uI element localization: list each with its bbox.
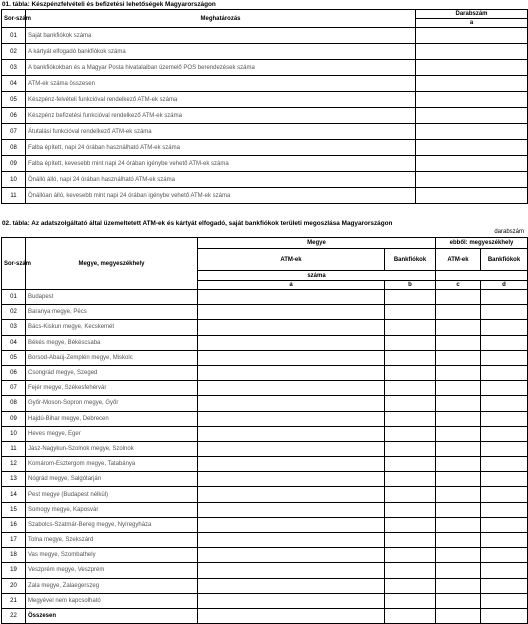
value-input-c[interactable] bbox=[436, 365, 481, 380]
value-input-d[interactable] bbox=[481, 472, 528, 487]
value-input-c[interactable] bbox=[436, 411, 481, 426]
row-number: 11 bbox=[2, 441, 26, 456]
value-input-a[interactable] bbox=[416, 44, 528, 60]
value-input-a[interactable] bbox=[198, 441, 385, 456]
row-label: Összesen bbox=[26, 608, 198, 623]
row-label: Heves megye, Eger bbox=[26, 426, 198, 441]
atm2-header: ATM-ek bbox=[436, 249, 481, 271]
value-input-a[interactable] bbox=[416, 76, 528, 92]
row-label: Békés megye, Békéscsaba bbox=[26, 335, 198, 350]
row-label: Vas megye, Szombathely bbox=[26, 548, 198, 563]
value-input-d[interactable] bbox=[481, 608, 528, 623]
value-input-c[interactable] bbox=[436, 472, 481, 487]
row-number: 05 bbox=[2, 92, 26, 108]
ebbol-header: ebből: megyeszékhely bbox=[436, 238, 528, 249]
value-input-b[interactable] bbox=[385, 426, 436, 441]
table-row bbox=[2, 517, 528, 532]
value-input-c[interactable] bbox=[436, 608, 481, 623]
value-input-d[interactable] bbox=[481, 365, 528, 380]
row-number: 01 bbox=[2, 290, 26, 305]
value-input-d[interactable] bbox=[481, 335, 528, 350]
row-label: Saját bankfiókok száma bbox=[26, 28, 416, 44]
value-input-d[interactable] bbox=[481, 593, 528, 608]
value-input-d[interactable] bbox=[481, 548, 528, 563]
value-input-b[interactable] bbox=[385, 608, 436, 623]
table-row bbox=[2, 411, 528, 426]
value-input-b[interactable] bbox=[385, 472, 436, 487]
row-label: Megyével nem kapcsolható bbox=[26, 593, 198, 608]
value-input-a[interactable] bbox=[198, 365, 385, 380]
row-label: Fejér megye, Székesfehérvár bbox=[26, 381, 198, 396]
value-input-a[interactable] bbox=[198, 563, 385, 578]
table-row bbox=[2, 290, 528, 305]
value-input-a[interactable] bbox=[416, 188, 528, 204]
row-label: Borsod-Abaúj-Zemplén megye, Miskolc bbox=[26, 350, 198, 365]
value-input-a[interactable] bbox=[416, 124, 528, 140]
table-row bbox=[2, 124, 528, 140]
row-number: 14 bbox=[2, 487, 26, 502]
col-a-header: a bbox=[198, 281, 385, 290]
row-number: 20 bbox=[2, 578, 26, 593]
row-label: Tolna megye, Szekszárd bbox=[26, 533, 198, 548]
sorszam-header: Sor-szám bbox=[2, 10, 26, 28]
row-label: A kártyát elfogadó bankfiókok száma bbox=[26, 44, 416, 60]
table-row bbox=[2, 60, 528, 76]
table-row bbox=[2, 502, 528, 517]
row-number: 06 bbox=[2, 108, 26, 124]
table-row bbox=[2, 28, 528, 44]
row-label: Győr-Moson-Sopron megye, Győr bbox=[26, 396, 198, 411]
table-row bbox=[2, 76, 528, 92]
row-number: 09 bbox=[2, 411, 26, 426]
col-d-header: d bbox=[481, 281, 528, 290]
row-label: Csongrád megye, Szeged bbox=[26, 365, 198, 380]
value-input-d[interactable] bbox=[481, 396, 528, 411]
value-input-b[interactable] bbox=[385, 457, 436, 472]
value-input-c[interactable] bbox=[436, 593, 481, 608]
value-input-c[interactable] bbox=[436, 517, 481, 532]
value-input-d[interactable] bbox=[481, 502, 528, 517]
value-input-a[interactable] bbox=[198, 578, 385, 593]
value-input-a[interactable] bbox=[198, 593, 385, 608]
row-label: A bankfiókokban és a Magyar Posta hivatalaiban üzemelő POS berendezések száma bbox=[26, 60, 416, 76]
table1-title: 01. tábla: Készpénzfelvételi és befizetési lehetőségek Magyarországon bbox=[2, 1, 216, 8]
table-row bbox=[2, 426, 528, 441]
value-input-d[interactable] bbox=[481, 350, 528, 365]
row-number: 04 bbox=[2, 76, 26, 92]
row-number: 18 bbox=[2, 548, 26, 563]
row-number: 07 bbox=[2, 381, 26, 396]
value-input-c[interactable] bbox=[436, 320, 481, 335]
bankfiokok-header: Bankfiókok bbox=[385, 249, 436, 271]
value-input-c[interactable] bbox=[436, 533, 481, 548]
value-input-b[interactable] bbox=[385, 593, 436, 608]
megye-szekhely-header: Megye, megyeszékhely bbox=[26, 238, 198, 290]
table1-body bbox=[2, 28, 528, 204]
row-number: 01 bbox=[2, 28, 26, 44]
value-input-a[interactable] bbox=[198, 548, 385, 563]
value-input-a[interactable] bbox=[198, 335, 385, 350]
table-row bbox=[2, 172, 528, 188]
value-input-d[interactable] bbox=[481, 563, 528, 578]
row-number: 19 bbox=[2, 563, 26, 578]
value-input-a[interactable] bbox=[198, 608, 385, 623]
value-input-d[interactable] bbox=[481, 487, 528, 502]
bankfiokok2-header: Bankfiókok bbox=[481, 249, 528, 271]
szama-blank bbox=[436, 271, 528, 281]
value-input-a[interactable] bbox=[198, 457, 385, 472]
value-input-c[interactable] bbox=[436, 335, 481, 350]
table-row bbox=[2, 335, 528, 350]
table-row bbox=[2, 381, 528, 396]
table2 bbox=[1, 237, 528, 624]
row-number: 08 bbox=[2, 140, 26, 156]
value-input-c[interactable] bbox=[436, 563, 481, 578]
value-input-b[interactable] bbox=[385, 350, 436, 365]
value-input-d[interactable] bbox=[481, 290, 528, 305]
value-input-b[interactable] bbox=[385, 533, 436, 548]
row-number: 17 bbox=[2, 533, 26, 548]
value-input-a[interactable] bbox=[198, 320, 385, 335]
value-input-b[interactable] bbox=[385, 487, 436, 502]
value-input-b[interactable] bbox=[385, 441, 436, 456]
value-input-c[interactable] bbox=[436, 441, 481, 456]
row-number: 02 bbox=[2, 44, 26, 60]
value-input-d[interactable] bbox=[481, 578, 528, 593]
value-input-d[interactable] bbox=[481, 441, 528, 456]
value-input-a[interactable] bbox=[416, 156, 528, 172]
table-row bbox=[2, 305, 528, 320]
row-number: 06 bbox=[2, 365, 26, 380]
table-row bbox=[2, 487, 528, 502]
value-input-b[interactable] bbox=[385, 548, 436, 563]
value-input-a[interactable] bbox=[198, 517, 385, 532]
row-number: 03 bbox=[2, 60, 26, 76]
row-number: 09 bbox=[2, 156, 26, 172]
value-input-d[interactable] bbox=[481, 320, 528, 335]
row-label: Átutalási funkcióval rendelkező ATM-ek száma bbox=[26, 124, 416, 140]
value-input-a[interactable] bbox=[198, 350, 385, 365]
value-input-a[interactable] bbox=[198, 502, 385, 517]
row-number: 07 bbox=[2, 124, 26, 140]
row-label: ATM-ek száma összesen bbox=[26, 76, 416, 92]
row-label: Komárom-Esztergom megye, Tatabánya bbox=[26, 457, 198, 472]
row-label: Falba épített, kevesebb mint napi 24 órában igénybe vehető ATM-ek száma bbox=[26, 156, 416, 172]
atm-header: ATM-ek bbox=[198, 249, 385, 271]
value-input-a[interactable] bbox=[416, 140, 528, 156]
value-input-b[interactable] bbox=[385, 335, 436, 350]
value-input-a[interactable] bbox=[198, 472, 385, 487]
value-input-c[interactable] bbox=[436, 578, 481, 593]
row-label: Budapest bbox=[26, 290, 198, 305]
row-label: Önállóan álló, kevesebb mint napi 24 órában igénybe vehető ATM-ek száma bbox=[26, 188, 416, 204]
row-number: 12 bbox=[2, 457, 26, 472]
value-input-d[interactable] bbox=[481, 305, 528, 320]
szama-header: száma bbox=[198, 271, 436, 281]
value-input-c[interactable] bbox=[436, 290, 481, 305]
value-input-c[interactable] bbox=[436, 457, 481, 472]
value-input-a[interactable] bbox=[198, 305, 385, 320]
row-number: 05 bbox=[2, 350, 26, 365]
row-number: 21 bbox=[2, 593, 26, 608]
value-input-b[interactable] bbox=[385, 563, 436, 578]
value-input-d[interactable] bbox=[481, 533, 528, 548]
value-input-b[interactable] bbox=[385, 290, 436, 305]
table2-body bbox=[2, 290, 528, 624]
row-number: 13 bbox=[2, 472, 26, 487]
value-input-a[interactable] bbox=[416, 108, 528, 124]
table-row bbox=[2, 563, 528, 578]
row-label: Jász-Nagykun-Szolnok megye, Szolnok bbox=[26, 441, 198, 456]
table-row bbox=[2, 108, 528, 124]
value-input-b[interactable] bbox=[385, 578, 436, 593]
row-label: Hajdú-Bihar megye, Debrecen bbox=[26, 411, 198, 426]
row-number: 16 bbox=[2, 517, 26, 532]
row-label: Zala megye, Zalaegerszeg bbox=[26, 578, 198, 593]
value-input-b[interactable] bbox=[385, 396, 436, 411]
value-input-c[interactable] bbox=[436, 350, 481, 365]
table-row bbox=[2, 188, 528, 204]
value-input-b[interactable] bbox=[385, 365, 436, 380]
row-label: Készpénz befizetési funkcióval rendelkező ATM-ek száma bbox=[26, 108, 416, 124]
value-input-d[interactable] bbox=[481, 517, 528, 532]
row-number: 10 bbox=[2, 426, 26, 441]
value-input-c[interactable] bbox=[436, 502, 481, 517]
row-label: Készpénz-felvételi funkcióval rendelkező ATM-ek száma bbox=[26, 92, 416, 108]
row-number: 15 bbox=[2, 502, 26, 517]
value-input-a[interactable] bbox=[198, 426, 385, 441]
darabszam-header: Darabszám bbox=[416, 10, 528, 19]
meghatarozas-header: Meghatározás bbox=[26, 10, 416, 28]
value-input-c[interactable] bbox=[436, 487, 481, 502]
row-number: 04 bbox=[2, 335, 26, 350]
value-input-b[interactable] bbox=[385, 305, 436, 320]
t2-sorszam-header: Sor-szám bbox=[2, 238, 26, 290]
value-input-d[interactable] bbox=[481, 426, 528, 441]
value-input-b[interactable] bbox=[385, 381, 436, 396]
table-row bbox=[2, 441, 528, 456]
value-input-a[interactable] bbox=[198, 533, 385, 548]
row-number: 03 bbox=[2, 320, 26, 335]
table-row bbox=[2, 44, 528, 60]
row-number: 10 bbox=[2, 172, 26, 188]
col-c-header: c bbox=[436, 281, 481, 290]
table-row bbox=[2, 396, 528, 411]
row-label: Somogy megye, Kaposvár bbox=[26, 502, 198, 517]
row-label: Falba épített, napi 24 órában használható ATM-ek száma bbox=[26, 140, 416, 156]
col-b-header: b bbox=[385, 281, 436, 290]
table-row bbox=[2, 365, 528, 380]
table-row bbox=[2, 350, 528, 365]
value-input-a[interactable] bbox=[198, 290, 385, 305]
value-input-b[interactable] bbox=[385, 502, 436, 517]
table-row bbox=[2, 472, 528, 487]
table-row bbox=[2, 457, 528, 472]
value-input-d[interactable] bbox=[481, 457, 528, 472]
table-row bbox=[2, 92, 528, 108]
row-label: Veszprém megye, Veszprém bbox=[26, 563, 198, 578]
value-input-a[interactable] bbox=[198, 396, 385, 411]
table-row bbox=[2, 578, 528, 593]
row-number: 08 bbox=[2, 396, 26, 411]
row-label: Nógrád megye, Salgótarján bbox=[26, 472, 198, 487]
megye-header: Megye bbox=[198, 238, 436, 249]
row-number: 02 bbox=[2, 305, 26, 320]
value-input-a[interactable] bbox=[198, 487, 385, 502]
value-input-b[interactable] bbox=[385, 411, 436, 426]
row-label: Bács-Kiskun megye, Kecskemét bbox=[26, 320, 198, 335]
row-label: Szabolcs-Szatmár-Bereg megye, Nyíregyháza bbox=[26, 517, 198, 532]
value-input-b[interactable] bbox=[385, 517, 436, 532]
value-input-a[interactable] bbox=[416, 60, 528, 76]
row-label: Önálló álló, napi 24 órában használható ATM-ek száma bbox=[26, 172, 416, 188]
table1 bbox=[1, 9, 528, 204]
table-row bbox=[2, 593, 528, 608]
row-number: 22 bbox=[2, 608, 26, 623]
value-input-c[interactable] bbox=[436, 305, 481, 320]
row-number: 11 bbox=[2, 188, 26, 204]
table-row bbox=[2, 140, 528, 156]
value-input-c[interactable] bbox=[436, 381, 481, 396]
table-row bbox=[2, 533, 528, 548]
table-row bbox=[2, 548, 528, 563]
value-input-a[interactable] bbox=[416, 28, 528, 44]
table-row bbox=[2, 608, 528, 623]
value-input-b[interactable] bbox=[385, 320, 436, 335]
value-input-d[interactable] bbox=[481, 411, 528, 426]
value-input-c[interactable] bbox=[436, 548, 481, 563]
value-input-a[interactable] bbox=[198, 411, 385, 426]
table2-title: 02. tábla: Az adatszolgáltató által üzemeltetett ATM-ek és kártyát elfogadó, saját bankfiókok területi megoszlása Magyarországon bbox=[2, 220, 393, 227]
row-label: Pest megye (Budapest nélkül) bbox=[26, 487, 198, 502]
table-row bbox=[2, 320, 528, 335]
value-input-a[interactable] bbox=[198, 381, 385, 396]
table-row bbox=[2, 156, 528, 172]
col-a-header: a bbox=[416, 19, 528, 28]
value-input-c[interactable] bbox=[436, 396, 481, 411]
value-input-a[interactable] bbox=[416, 172, 528, 188]
value-input-d[interactable] bbox=[481, 381, 528, 396]
value-input-a[interactable] bbox=[416, 92, 528, 108]
unit-label: darabszám bbox=[494, 229, 524, 235]
row-label: Baranya megye, Pécs bbox=[26, 305, 198, 320]
value-input-c[interactable] bbox=[436, 426, 481, 441]
